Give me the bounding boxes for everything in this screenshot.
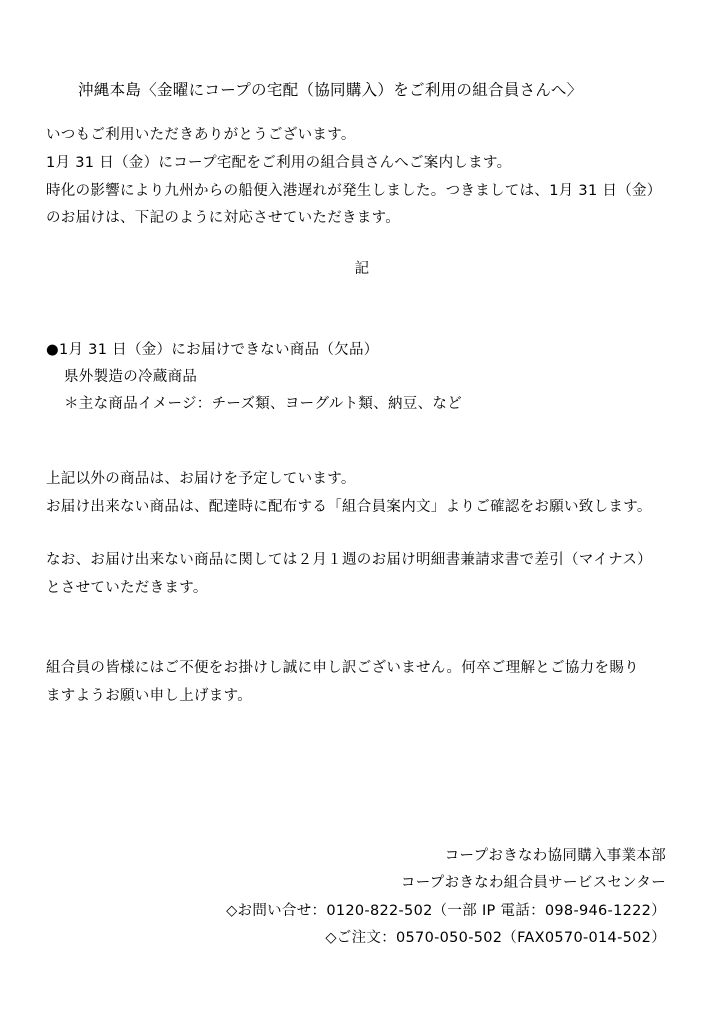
footer-service-center: コープおきなわ組合員サービスセンター <box>400 875 666 891</box>
intro-line-2: 1月 31 日（金）にコープ宅配をご利用の組合員さんへご案内します。 <box>46 155 512 171</box>
shortage-examples: ＊主な商品イメージ：チーズ類、ヨーグルト類、納豆、など <box>64 396 463 412</box>
apology-line-1: 組合員の皆様にはご不便をお掛けし誠に申し訳ございません。何卒ご理解とご協力を賜り <box>46 660 639 676</box>
footer-order-phone: ◇ご注文：0570-050-502（FAX0570-014-502） <box>325 930 666 946</box>
note-line-1: 上記以外の商品は、お届けを予定しています。 <box>46 471 356 487</box>
intro-line-3: 時化の影響により九州からの船便入港遅れが発生しました。つきましては、1月 31 日（金） <box>46 183 662 199</box>
shortage-heading: ●1月 31 日（金）にお届けできない商品（欠品） <box>46 342 379 358</box>
deduction-line-1: なお、お届け出来ない商品に関しては２月１週のお届け明細書兼請求書で差引（マイナス） <box>46 552 652 568</box>
ki-heading: 記 <box>354 261 370 277</box>
intro-line-4: のお届けは、下記のように対応させていただきます。 <box>46 210 401 226</box>
deduction-line-2: とさせていただきます。 <box>46 580 208 596</box>
document-title: 沖縄本島〈金曜にコープの宅配（協同購入）をご利用の組合員さんへ〉 <box>78 81 583 99</box>
shortage-category: 県外製造の冷蔵商品 <box>64 369 198 385</box>
note-line-2: お届け出来ない商品は、配達時に配布する「組合員案内文」よりご確認をお願い致します。 <box>46 499 652 515</box>
intro-line-1: いつもご利用いただきありがとうございます。 <box>46 127 356 143</box>
footer-inquiry-phone: ◇お問い合せ：0120-822-502（一部 IP 電話：098-946-1222） <box>226 903 666 919</box>
apology-line-2: ますようお願い申し上げます。 <box>46 688 253 704</box>
footer-department: コープおきなわ協同購入事業本部 <box>444 848 666 864</box>
